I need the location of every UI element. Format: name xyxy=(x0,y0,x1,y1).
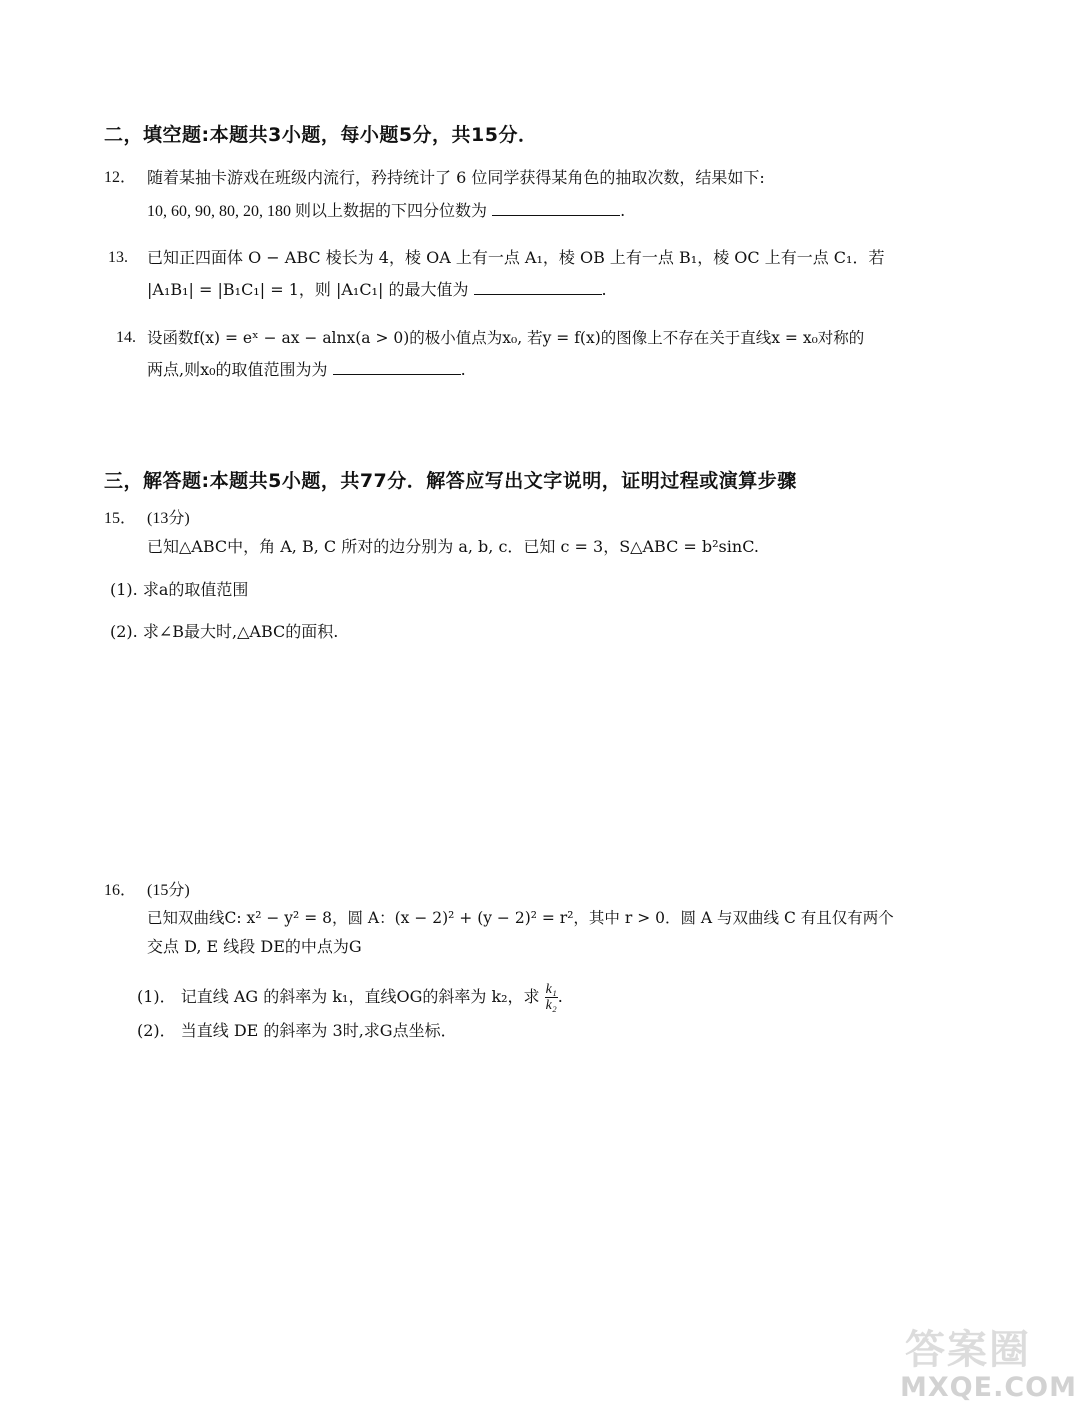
q13-line2-text: |A₁B₁| = |B₁C₁| = 1，则 |A₁C₁| 的最大值为 xyxy=(147,280,469,299)
q12-number: 12． xyxy=(104,169,137,186)
q12-line2 xyxy=(147,201,625,222)
q15-part1: (1). 求a的取值范围 xyxy=(110,580,249,599)
watermark-top-text: 答案圈 xyxy=(905,1327,1031,1373)
k1-over-k2-fraction xyxy=(545,982,558,1013)
fraction-numerator: k₁ xyxy=(545,982,557,997)
q14-line2 xyxy=(147,360,466,380)
q12-line1: 随着某抽卡游戏在班级内流行，矜持统计了 6 位同学获得某角色的抽取次数，结果如下: xyxy=(147,168,765,187)
q16-part1-text: (1)． 记直线 AG 的斜率为 k₁，直线OG的斜率为 k₂，求 xyxy=(137,987,540,1006)
q15-score: (13分) xyxy=(147,510,190,527)
q16-stem-line1: 已知双曲线C: x² − y² = 8，圆 A：(x − 2)² + (y − 2)² = r²，其中 r > 0．圆 A 与双曲线 C 有且仅有两个 xyxy=(147,909,894,927)
q15-part2: (2). 求∠B最大时,△ABC的面积. xyxy=(110,622,339,641)
q12-period: . xyxy=(620,201,626,220)
watermark-bottom-text: MXQE.COM xyxy=(900,1372,1077,1403)
q16-part1 xyxy=(137,982,563,1013)
q14-answer-blank[interactable] xyxy=(333,360,461,375)
q12-answer-blank[interactable] xyxy=(492,201,620,216)
fraction-denominator: k₂ xyxy=(545,998,557,1013)
q13-answer-blank[interactable] xyxy=(474,280,602,295)
q16-score: (15分) xyxy=(147,882,190,899)
q13-line1: 已知正四面体 O − ABC 棱长为 4，棱 OA 上有一点 A₁，棱 OB 上有一点 B₁，棱 OC 上有一点 C₁．若 xyxy=(147,248,885,267)
q15-stem: 已知△ABC中，角 A, B, C 所对的边分别为 a, b, c．已知 c = 3，S△ABC = b²sinC. xyxy=(147,537,759,556)
section-2-heading: 二，填空题:本题共3小题，每小题5分，共15分． xyxy=(104,124,538,146)
q14-number: 14. xyxy=(116,329,136,346)
watermark-logo xyxy=(895,1318,1077,1408)
q16-number: 16． xyxy=(104,882,137,899)
q13-line2 xyxy=(147,280,607,300)
q14-line2-text: 两点,则x₀的取值范围为为 xyxy=(147,360,328,379)
q13-period: . xyxy=(601,280,607,299)
q16-part1-period: . xyxy=(557,987,563,1006)
q16-part2: (2)． 当直线 DE 的斜率为 3时,求G点坐标． xyxy=(137,1021,457,1040)
q15-number: 15． xyxy=(104,510,137,527)
q14-line1: 设函数f(x) = eˣ − ax − alnx(a > 0)的极小值点为x₀, 若y = f(x)的图像上不存在关于直线x = x₀对称的 xyxy=(147,329,865,347)
section-3-heading: 三，解答题:本题共5小题，共77分．解答应写出文字说明，证明过程或演算步骤 xyxy=(104,470,797,492)
q13-number: 13. xyxy=(108,249,128,266)
q16-stem-line2: 交点 D, E 线段 DE的中点为G xyxy=(147,937,362,956)
q14-period: . xyxy=(460,360,466,379)
q12-line2-text: 10, 60, 90, 80, 20, 180 则以上数据的下四分位数为 xyxy=(147,203,488,220)
